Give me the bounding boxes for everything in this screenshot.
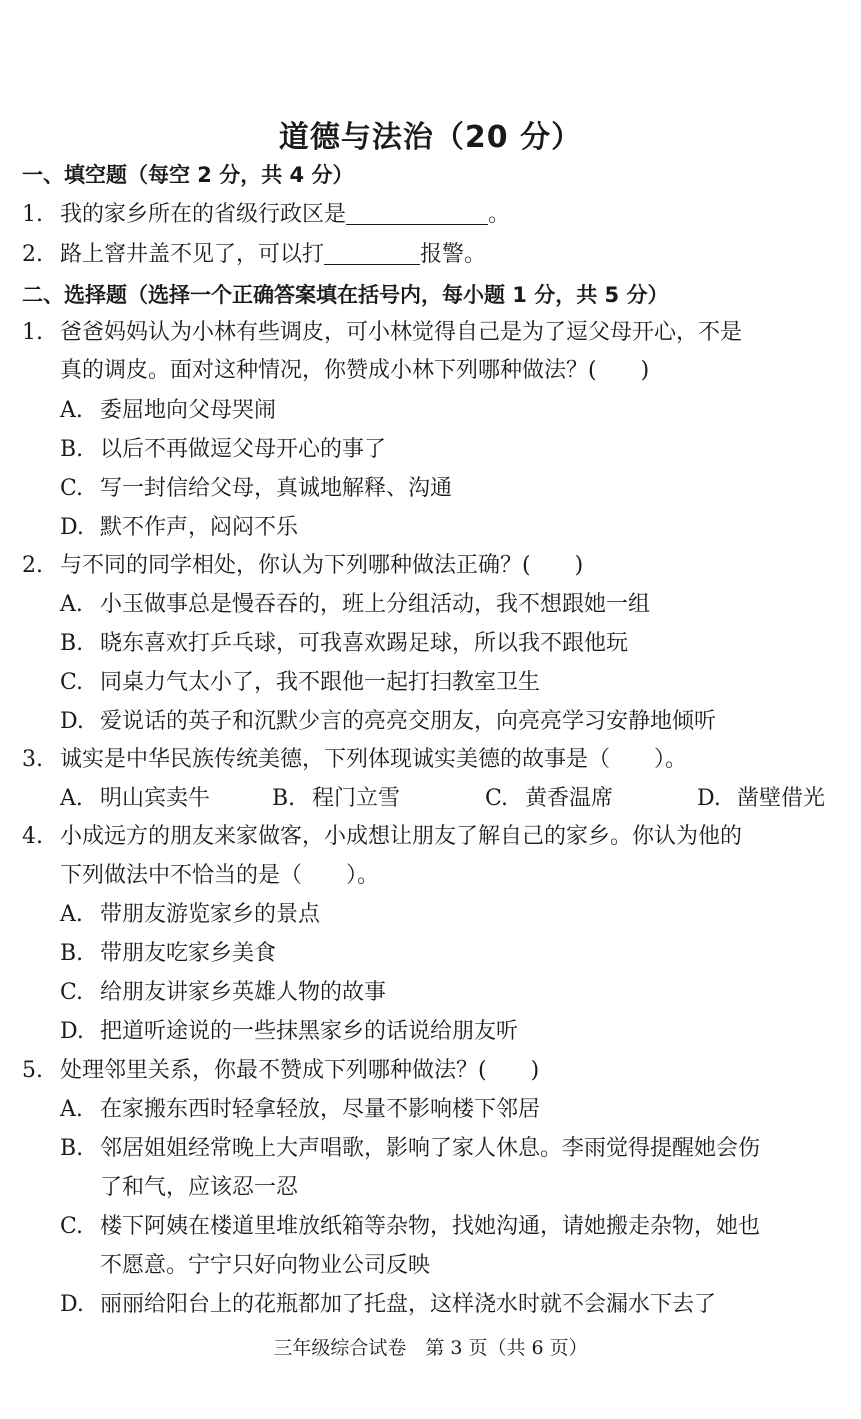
question-text: 小成远方的朋友来家做客，小成想让朋友了解自己的家乡。你认为他的 <box>60 824 743 849</box>
option-label: A. <box>60 1097 83 1122</box>
page-footer: 三年级综合试卷 第 3 页（共 6 页） <box>273 1337 588 1359</box>
choice-question-1 <box>22 318 742 348</box>
answer-blank[interactable] <box>346 200 488 225</box>
question-text-continued: 下列做法中不恰当的是（ ）。 <box>60 863 380 888</box>
fill-question-2 <box>22 240 486 270</box>
option-text: 黄香温席 <box>525 786 614 811</box>
option-d[interactable] <box>697 784 825 814</box>
question-number: 1. <box>22 320 43 345</box>
option-a[interactable] <box>60 784 210 814</box>
option-label: C. <box>60 980 84 1005</box>
question-text: 路上窨井盖不见了，可以打 <box>60 242 325 267</box>
option-text: 以后不再做逗父母开心的事了 <box>100 437 387 462</box>
option-label: D. <box>60 515 84 540</box>
section-heading-choice: 二、选择题（选择一个正确答案填在括号内，每小题 1 分，共 5 分） <box>22 283 669 307</box>
option-a[interactable] <box>60 1095 540 1125</box>
option-label: B. <box>272 786 296 811</box>
question-text: 我的家乡所在的省级行政区是 <box>60 202 347 227</box>
option-label: A. <box>60 592 83 617</box>
option-d[interactable] <box>60 513 298 543</box>
option-c[interactable] <box>60 668 540 698</box>
option-text: 给朋友讲家乡英雄人物的故事 <box>100 980 387 1005</box>
option-b[interactable] <box>60 629 628 659</box>
option-label: C. <box>60 1214 84 1239</box>
option-text: 楼下阿姨在楼道里堆放纸箱等杂物，找她沟通，请她搬走杂物，她也 <box>100 1214 761 1239</box>
option-a[interactable] <box>60 900 320 930</box>
section-heading-fill-blank: 一、填空题（每空 2 分，共 4 分） <box>22 163 354 187</box>
answer-blank[interactable] <box>324 240 420 265</box>
option-text: 爱说话的英子和沉默少言的亮亮交朋友，向亮亮学习安静地倾听 <box>100 709 717 734</box>
option-label: D. <box>60 1292 84 1317</box>
option-text: 明山宾卖牛 <box>100 786 211 811</box>
option-d[interactable] <box>60 1290 716 1320</box>
option-label: D. <box>60 1019 84 1044</box>
option-d[interactable] <box>60 707 716 737</box>
option-label: A. <box>60 902 83 927</box>
question-number: 5. <box>22 1058 43 1083</box>
option-text: 同桌力气太小了，我不跟他一起打扫教室卫生 <box>100 670 541 695</box>
option-text-continued: 不愿意。宁宁只好向物业公司反映 <box>100 1253 431 1278</box>
fill-question-1 <box>22 200 510 230</box>
option-label: B. <box>60 631 84 656</box>
choice-question-3 <box>22 745 687 775</box>
option-b[interactable] <box>60 1134 760 1164</box>
option-c[interactable] <box>60 978 386 1008</box>
option-label: C. <box>485 786 509 811</box>
option-b[interactable] <box>272 784 400 814</box>
option-text: 委屈地向父母哭闹 <box>100 398 277 423</box>
question-text: 与不同的同学相处，你认为下列哪种做法正确？( ) <box>60 553 584 578</box>
option-label: A. <box>60 398 83 423</box>
option-text: 把道听途说的一些抹黑家乡的话说给朋友听 <box>100 1019 519 1044</box>
option-d[interactable] <box>60 1017 518 1047</box>
option-label: C. <box>60 476 84 501</box>
question-number: 2. <box>22 553 43 578</box>
option-text: 默不作声，闷闷不乐 <box>100 515 299 540</box>
option-text: 带朋友吃家乡美食 <box>100 941 277 966</box>
page-title: 道德与法治（20 分） <box>278 120 583 155</box>
question-text: 处理邻里关系，你最不赞成下列哪种做法？( ) <box>60 1058 540 1083</box>
option-a[interactable] <box>60 590 650 620</box>
option-label: B. <box>60 941 84 966</box>
option-a[interactable] <box>60 396 276 426</box>
question-number: 2. <box>22 242 43 267</box>
option-text: 邻居姐姐经常晚上大声唱歌，影响了家人休息。李雨觉得提醒她会伤 <box>100 1136 761 1161</box>
question-text-end: 。 <box>488 202 511 227</box>
option-text: 丽丽给阳台上的花瓶都加了托盘，这样浇水时就不会漏水下去了 <box>100 1292 717 1317</box>
choice-question-2 <box>22 551 583 581</box>
option-text: 在家搬东西时轻拿轻放，尽量不影响楼下邻居 <box>100 1097 541 1122</box>
option-text: 凿壁借光 <box>737 786 826 811</box>
choice-question-4 <box>22 822 742 852</box>
option-text: 晓东喜欢打乒乓球，可我喜欢踢足球，所以我不跟他玩 <box>100 631 629 656</box>
option-label: D. <box>60 709 84 734</box>
question-number: 1. <box>22 202 43 227</box>
option-label: D. <box>697 786 721 811</box>
question-text-continued: 真的调皮。面对这种情况，你赞成小林下列哪种做法？( ) <box>60 358 650 383</box>
option-text: 写一封信给父母，真诚地解释、沟通 <box>100 476 453 501</box>
option-label: B. <box>60 437 84 462</box>
choice-question-5 <box>22 1056 539 1086</box>
question-text: 诚实是中华民族传统美德，下列体现诚实美德的故事是（ ）。 <box>60 747 688 772</box>
question-text: 爸爸妈妈认为小林有些调皮，可小林觉得自己是为了逗父母开心，不是 <box>60 320 743 345</box>
option-label: A. <box>60 786 83 811</box>
option-b[interactable] <box>60 435 386 465</box>
option-c[interactable] <box>60 1212 760 1242</box>
question-text-end: 报警。 <box>420 242 487 267</box>
option-text: 带朋友游览家乡的景点 <box>100 902 321 927</box>
question-number: 3. <box>22 747 43 772</box>
option-text: 程门立雪 <box>312 786 401 811</box>
option-label: B. <box>60 1136 84 1161</box>
option-c[interactable] <box>485 784 613 814</box>
option-text-continued: 了和气，应该忍一忍 <box>100 1175 299 1200</box>
option-text: 小玉做事总是慢吞吞的，班上分组活动，我不想跟她一组 <box>100 592 651 617</box>
option-label: C. <box>60 670 84 695</box>
option-b[interactable] <box>60 939 276 969</box>
option-c[interactable] <box>60 474 452 504</box>
question-number: 4. <box>22 824 43 849</box>
